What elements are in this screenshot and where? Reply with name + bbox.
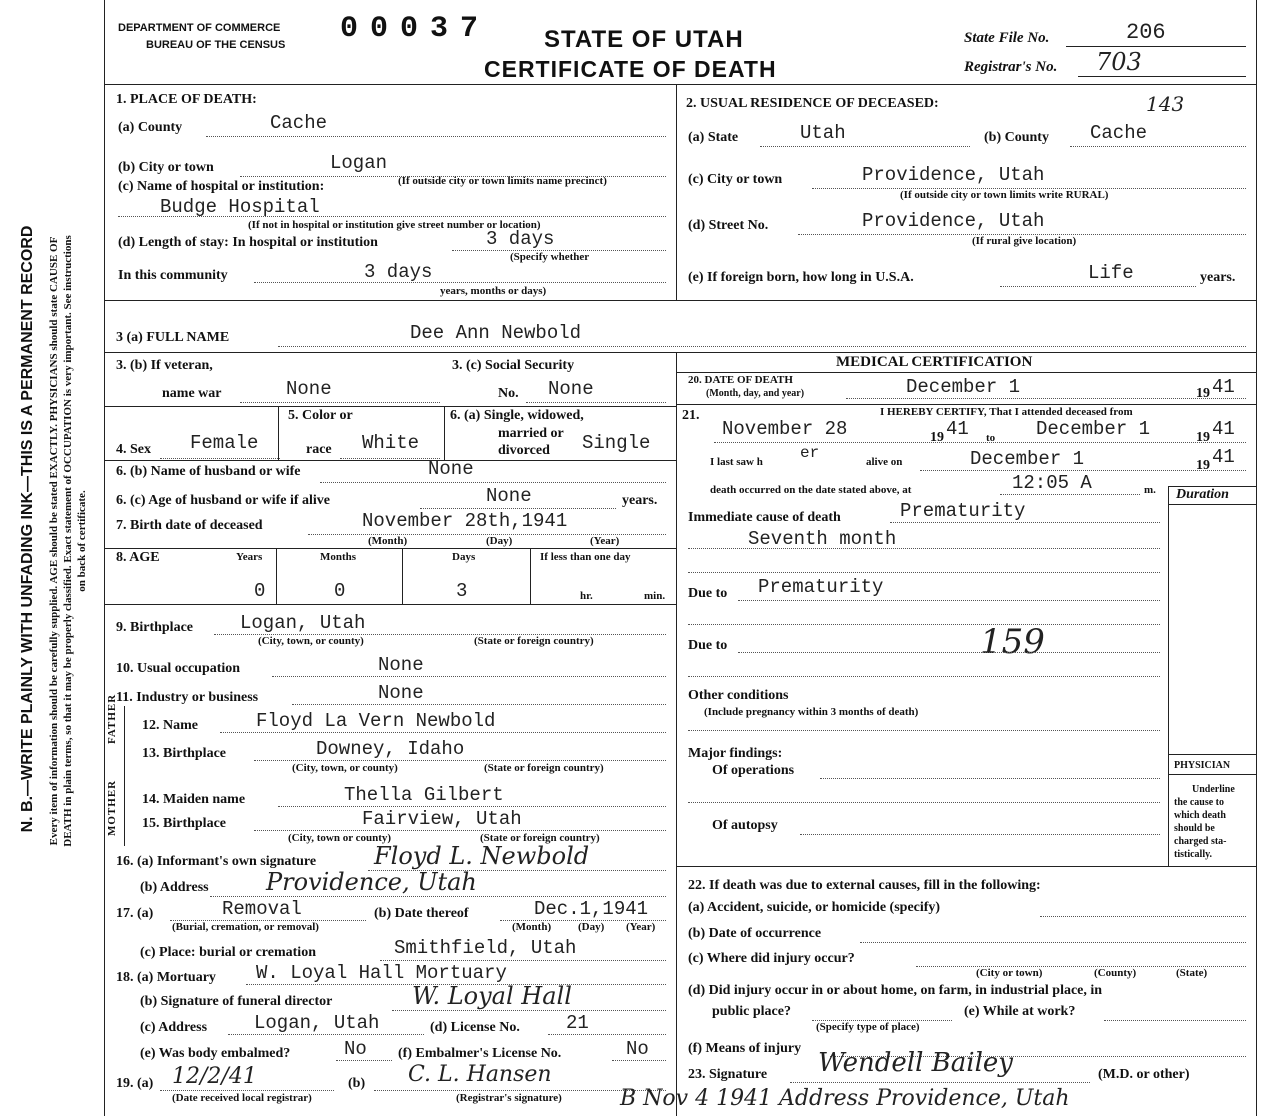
foreign-value: Life (1088, 262, 1134, 284)
ss-no-label: No. (498, 386, 519, 401)
full-name-value: Dee Ann Newbold (410, 322, 582, 344)
embalmed-value: No (344, 1038, 367, 1060)
last-saw-suffix: er (800, 444, 820, 462)
registrar-value: 703 (1096, 48, 1142, 76)
age-label: 8. AGE (116, 550, 160, 565)
occurrence-label: (b) Date of occurrence (688, 926, 822, 941)
father-side-label: FATHER (106, 693, 118, 744)
informant-address: Providence, Utah (266, 868, 477, 896)
margin-number: 143 (1146, 92, 1185, 116)
res-street-note: (If rural give location) (972, 235, 1077, 247)
mother-side-label: MOTHER (106, 779, 118, 836)
physician-note-5: charged sta- (1174, 836, 1227, 847)
permanent-record-warning: N. B.—WRITE PLAINLY WITH UNFADING INK—THIS IS A PERMANENT RECORD (19, 225, 36, 833)
stay-label: (d) Length of stay: In hospital or institution (118, 235, 378, 250)
marital-label-b: married or (498, 426, 564, 441)
mother-maiden-label: 14. Maiden name (142, 792, 246, 807)
death-date-value: December 1 (906, 376, 1021, 398)
home-label: (d) Did injury occur in or about home, on farm, in industrial place, in (688, 983, 1103, 998)
res-state-label: (a) State (688, 130, 739, 145)
embalmed-label: (e) Was body embalmed? (140, 1046, 291, 1061)
certify-text: I HEREBY CERTIFY, That I attended deceased from (880, 406, 1133, 418)
sex-label: 4. Sex (116, 442, 151, 457)
left-border (104, 0, 105, 1116)
informant-signature: Floyd L. Newbold (374, 842, 590, 870)
attended-to-value: December 1 (1036, 418, 1151, 440)
birth-label: 7. Birth date of deceased (116, 518, 263, 533)
disposal-date-label: (b) Date thereof (374, 906, 469, 921)
form-instructions: Every item of information should be carefully supplied. AGE should be stated EXACTLY. PHYSICIANS should state CAUSE OF DEATH in plain terms, so that it may be properly classified. Exact statement of OCCUPATION is very important. See instructions on back of certificate. (48, 235, 88, 847)
father-name-label: 12. Name (142, 718, 198, 733)
attended-from-value: November 28 (722, 418, 848, 440)
father-city-note: (City, town, or county) (292, 762, 398, 774)
age-years-label: Years (236, 551, 263, 563)
mortuary-address-value: Logan, Utah (254, 1012, 380, 1034)
top-column-divider (676, 84, 677, 300)
disposal-day-label: (Day) (578, 921, 605, 933)
age-days-label: Days (452, 551, 476, 563)
father-birthplace-label: 13. Birthplace (142, 746, 226, 761)
director-signature: W. Loyal Hall (412, 982, 572, 1010)
county-label: (a) County (118, 120, 183, 135)
signature-label: 23. Signature (688, 1067, 768, 1082)
race-value: White (362, 432, 420, 454)
right-border (1256, 0, 1257, 1116)
disposal-date-value: Dec.1,1941 (534, 898, 649, 920)
bottom-handwritten-line: B Nov 4 1941 Address Providence, Utah (620, 1086, 1070, 1111)
certificate-title: CERTIFICATE OF DEATH (484, 56, 777, 82)
spouse-years-label: years. (622, 493, 658, 508)
age-years-value: 0 (254, 580, 266, 602)
burial-place-value: Smithfield, Utah (394, 937, 577, 959)
section-divider (104, 300, 1256, 301)
birthplace-state-note: (State or foreign country) (474, 635, 594, 647)
stay-community-value: 3 days (364, 261, 433, 283)
autopsy-label: Of autopsy (712, 818, 778, 833)
mother-city-note: (City, town or county) (288, 832, 392, 844)
last-saw-label: I last saw h (710, 456, 763, 468)
to-label: to (986, 432, 996, 444)
res-years-label: years. (1200, 270, 1236, 285)
major-findings-label: Major findings: (688, 746, 783, 761)
last-saw-value: December 1 (970, 448, 1085, 470)
occupation-value: None (378, 654, 424, 676)
physician-note-2: the cause to (1174, 797, 1224, 808)
name-war-label: name war (162, 386, 222, 401)
res-city-label: (c) City or town (688, 172, 783, 187)
hospital-value: Budge Hospital (160, 196, 320, 218)
birth-value: November 28th,1941 (362, 510, 568, 532)
community-label: In this community (118, 268, 228, 283)
age-months-label: Months (320, 551, 357, 563)
license-value: 21 (566, 1012, 589, 1034)
department-line: DEPARTMENT OF COMMERCE (118, 22, 281, 34)
death-city-value: Logan (330, 152, 388, 174)
physician-note-1: Underline (1192, 784, 1235, 795)
units-note: years, months or days) (440, 285, 547, 297)
mother-maiden-value: Thella Gilbert (344, 784, 504, 806)
director-sig-label: (b) Signature of funeral director (140, 994, 333, 1009)
veteran-value: None (286, 378, 332, 400)
mother-birthplace-label: 15. Birthplace (142, 816, 226, 831)
spouse-value: None (428, 458, 474, 480)
place-of-death-heading: 1. PLACE OF DEATH: (116, 92, 257, 107)
industry-value: None (378, 682, 424, 704)
immediate-cause-value: Prematurity (900, 500, 1026, 522)
certify-number: 21. (682, 408, 700, 423)
registrar-signature: C. L. Hansen (408, 1062, 552, 1087)
mother-birthplace-value: Fairview, Utah (362, 808, 522, 830)
father-birthplace-value: Downey, Idaho (316, 738, 465, 760)
marital-label-a: 6. (a) Single, widowed, (450, 408, 584, 423)
md-label: (M.D. or other) (1098, 1067, 1190, 1082)
m-label: m. (1144, 484, 1156, 496)
physician-label: PHYSICIAN (1174, 760, 1231, 771)
death-year-prefix: 19 (1196, 386, 1210, 401)
stay-hospital-value: 3 days (486, 228, 555, 250)
registrar-line (1078, 76, 1246, 77)
duration-column-divider (1168, 486, 1169, 866)
means-label: (f) Means of injury (688, 1041, 802, 1056)
birthplace-city-note: (City, town, or county) (258, 635, 364, 647)
mortuary-address-label: (c) Address (140, 1020, 208, 1035)
physician-note-3: which death (1174, 810, 1226, 821)
to-year-prefix: 19 (1196, 430, 1210, 445)
due-to-label: Due to (688, 586, 728, 601)
disposal-month-label: (Month) (512, 921, 552, 933)
foreign-label: (e) If foreign born, how long in U.S.A. (688, 270, 914, 285)
res-city-value: Providence, Utah (862, 164, 1045, 186)
death-date-note: (Month, day, and year) (706, 388, 805, 399)
accident-label: (a) Accident, suicide, or homicide (specify) (688, 900, 941, 915)
mortuary-label: 18. (a) Mortuary (116, 970, 216, 985)
alive-label: alive on (866, 456, 903, 468)
ss-label: 3. (c) Social Security (452, 358, 575, 373)
race-label: race (306, 442, 332, 457)
physician-note-4: should be (1174, 823, 1215, 834)
where-city-note: (City or town) (976, 967, 1043, 979)
from-year-value: 41 (946, 418, 969, 440)
registrar-sig-label: (b) (348, 1076, 366, 1091)
informant-address-label: (b) Address (140, 880, 209, 895)
father-state-note: (State or foreign country) (484, 762, 604, 774)
disposal-label: 17. (a) (116, 906, 154, 921)
hospital-note: (If outside city or town limits name precinct) (398, 175, 607, 187)
hospital-label: (c) Name of hospital or institution: (118, 179, 325, 194)
hospital-note-2: (If not in hospital or institution give street number or location) (248, 219, 541, 231)
death-time-value: 12:05 A (1012, 472, 1092, 494)
state-file-label: State File No. (964, 30, 1050, 46)
death-county-value: Cache (270, 112, 328, 134)
occupation-label: 10. Usual occupation (116, 661, 241, 676)
where-state-note: (State) (1176, 967, 1208, 979)
age-months-value: 0 (334, 580, 346, 602)
operations-label: Of operations (712, 763, 795, 778)
external-causes-label: 22. If death was due to external causes, fill in the following: (688, 878, 1041, 893)
name-divider (104, 352, 1256, 353)
veteran-label: 3. (b) If veteran, (116, 358, 213, 373)
min-label: min. (644, 590, 666, 602)
license-label: (d) License No. (430, 1020, 520, 1035)
due-to-2-label: Due to (688, 638, 728, 653)
header-divider (104, 84, 1256, 85)
death-year-value: 41 (1212, 376, 1235, 398)
spouse-age-value: None (486, 485, 532, 507)
received-date: 12/2/41 (172, 1064, 257, 1089)
res-state-value: Utah (800, 122, 846, 144)
to-year-value: 41 (1212, 418, 1235, 440)
state-file-value: 206 (1126, 20, 1166, 45)
hr-label: hr. (580, 590, 593, 602)
birthplace-value: Logan, Utah (240, 612, 366, 634)
age-less-label: If less than one day (540, 551, 631, 563)
state-title: STATE OF UTAH (544, 26, 744, 53)
registrar-label: Registrar's No. (964, 59, 1058, 75)
occurred-label: death occurred on the date stated above, at (710, 484, 912, 496)
mortuary-value: W. Loyal Hall Mortuary (256, 962, 507, 984)
res-county-label: (b) County (984, 130, 1049, 145)
embalmer-value: No (626, 1038, 649, 1060)
bureau-line: BUREAU OF THE CENSUS (146, 39, 286, 51)
res-street-label: (d) Street No. (688, 218, 769, 233)
disposal-year-label: (Year) (626, 921, 656, 933)
duration-label: Duration (1176, 487, 1229, 502)
birthplace-label: 9. Birthplace (116, 620, 193, 635)
city-label: (b) City or town (118, 160, 214, 175)
where-county-note: (County) (1094, 967, 1137, 979)
res-city-note: (If outside city or town limits write RURAL) (900, 189, 1109, 201)
birth-year-label: (Year) (590, 535, 620, 547)
marital-label-c: divorced (498, 443, 550, 458)
marital-value: Single (582, 432, 651, 454)
ss-value: None (548, 378, 594, 400)
residence-heading: 2. USUAL RESIDENCE OF DECEASED: (686, 96, 939, 111)
mother-state-note: (State or foreign country) (480, 832, 600, 844)
specify-note: (Specify whether (510, 251, 590, 263)
stamp-number: 00037 (340, 12, 491, 46)
res-county-value: Cache (1090, 122, 1148, 144)
public-note: (Specify type of place) (816, 1021, 920, 1033)
other-conditions-label: Other conditions (688, 688, 789, 703)
physician-signature: Wendell Bailey (818, 1048, 1013, 1078)
informant-label: 16. (a) Informant's own signature (116, 854, 317, 869)
sex-value: Female (190, 432, 259, 454)
age-days-value: 3 (456, 580, 468, 602)
due-to-value: Prematurity (758, 576, 884, 598)
where-label: (c) Where did injury occur? (688, 951, 855, 966)
burial-place-label: (c) Place: burial or cremation (140, 945, 316, 960)
immediate-cause-label: Immediate cause of death (688, 510, 841, 525)
death-date-label: 20. DATE OF DEATH (688, 374, 793, 386)
immediate-cause-value-2: Seventh month (748, 528, 897, 550)
res-street-value: Providence, Utah (862, 210, 1045, 232)
last-year-prefix: 19 (1196, 458, 1210, 473)
public-label: public place? (712, 1004, 791, 1019)
spouse-label: 6. (b) Name of husband or wife (116, 464, 301, 479)
from-year-prefix: 19 (930, 430, 944, 445)
state-file-line (1066, 46, 1246, 47)
industry-label: 11. Industry or business (116, 690, 259, 705)
other-conditions-note: (Include pregnancy within 3 months of death) (704, 706, 919, 718)
work-label: (e) While at work? (964, 1004, 1076, 1019)
cause-code: 159 (980, 622, 1045, 662)
disposal-value: Removal (222, 898, 302, 920)
color-label: 5. Color or (288, 408, 353, 423)
birth-month-label: (Month) (368, 535, 408, 547)
father-name-value: Floyd La Vern Newbold (256, 710, 496, 732)
embalmer-label: (f) Embalmer's License No. (398, 1046, 562, 1061)
main-column-divider (676, 352, 677, 1116)
birth-day-label: (Day) (486, 535, 513, 547)
medical-heading: MEDICAL CERTIFICATION (836, 354, 1033, 370)
registrar-sig-note: (Registrar's signature) (456, 1092, 562, 1104)
received-label: 19. (a) (116, 1076, 154, 1091)
full-name-label: 3 (a) FULL NAME (116, 330, 230, 345)
spouse-age-label: 6. (c) Age of husband or wife if alive (116, 493, 331, 508)
disposal-note: (Burial, cremation, or removal) (172, 921, 319, 933)
physician-note-6: tistically. (1174, 849, 1213, 860)
last-year-value: 41 (1212, 446, 1235, 468)
received-note: (Date received local registrar) (172, 1092, 312, 1104)
